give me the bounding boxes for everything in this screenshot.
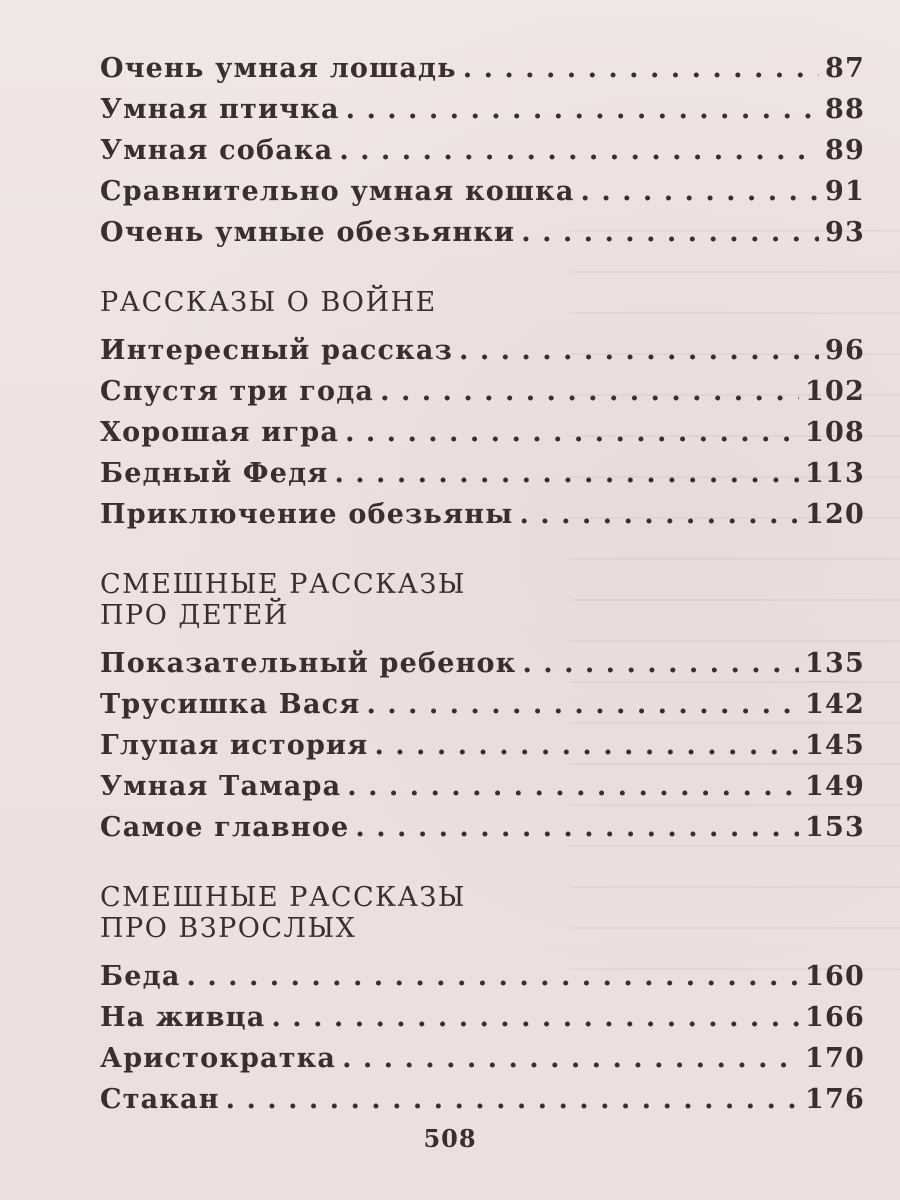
toc-entry [100, 412, 865, 453]
toc-entry [100, 997, 865, 1038]
dot-leader [272, 997, 800, 1038]
toc-entry [100, 1079, 865, 1120]
dot-leader [355, 807, 799, 848]
dot-leader [374, 725, 799, 766]
toc-entry [100, 766, 865, 807]
entry-page: 89 [825, 135, 865, 166]
section-heading [100, 287, 865, 318]
table-of-contents [100, 48, 865, 1120]
entry-page: 153 [805, 812, 865, 843]
entry-title: Показательный ребенок [100, 648, 517, 679]
entry-page: 170 [805, 1043, 865, 1074]
toc-entry [100, 725, 865, 766]
toc-entry [100, 330, 865, 371]
entry-title: Самое главное [100, 812, 350, 843]
entry-title: Интересный рассказ [100, 335, 454, 366]
section-heading-line: СМЕШНЫЕ РАССКАЗЫ [100, 882, 466, 913]
entry-title: Аристократка [100, 1043, 337, 1074]
entry-page: 88 [825, 94, 865, 125]
toc-section [100, 569, 865, 848]
dot-leader [581, 171, 820, 212]
entry-title: Трусишка Вася [100, 689, 361, 720]
dot-leader [187, 956, 799, 997]
entry-page: 166 [805, 1002, 865, 1033]
dot-leader [339, 130, 819, 171]
entry-title: Очень умные обезьянки [100, 217, 516, 248]
dot-leader [342, 1038, 799, 1079]
entry-page: 91 [825, 176, 865, 207]
toc-entry [100, 956, 865, 997]
entry-page: 96 [825, 335, 865, 366]
dot-leader [522, 643, 799, 684]
toc-entry [100, 212, 865, 253]
entry-title: На живца [100, 1002, 266, 1033]
dot-leader [366, 684, 799, 725]
entry-title: Умная собака [100, 135, 334, 166]
toc-entry [100, 130, 865, 171]
entry-page: 113 [805, 458, 865, 489]
toc-entry [100, 453, 865, 494]
toc-entry [100, 89, 865, 130]
section-heading [100, 882, 865, 944]
entry-title: Хорошая игра [100, 417, 340, 448]
dot-leader [459, 330, 819, 371]
section-heading-line: ПРО ВЗРОСЛЫХ [100, 913, 357, 944]
toc-entry [100, 494, 865, 535]
section-heading [100, 569, 865, 631]
entry-title: Спустя три года [100, 376, 375, 407]
entry-title: Очень умная лошадь [100, 53, 457, 84]
toc-entry [100, 643, 865, 684]
entry-page: 160 [805, 961, 865, 992]
toc-entry [100, 48, 865, 89]
toc-section [100, 882, 865, 1120]
page-number: 508 [423, 1124, 477, 1153]
dot-leader [346, 89, 819, 130]
entry-title: Сравнительно умная кошка [100, 176, 575, 207]
entry-title: Бедный Федя [100, 458, 329, 489]
dot-leader [521, 212, 819, 253]
dot-leader [463, 48, 819, 89]
toc-entry [100, 684, 865, 725]
toc-entry [100, 371, 865, 412]
section-heading-line: РАССКАЗЫ О ВОЙНЕ [100, 287, 437, 318]
entry-title: Беда [100, 961, 181, 992]
toc-section [100, 48, 865, 253]
entry-page: 120 [805, 499, 865, 530]
entry-page: 102 [805, 376, 865, 407]
toc-section [100, 287, 865, 535]
toc-entry [100, 171, 865, 212]
dot-leader [347, 766, 799, 807]
entry-title: Приключение обезьяны [100, 499, 514, 530]
toc-entry [100, 1038, 865, 1079]
entry-title: Стакан [100, 1084, 220, 1115]
entry-page: 145 [805, 730, 865, 761]
entry-page: 149 [805, 771, 865, 802]
entry-title: Умная Тамара [100, 771, 342, 802]
entry-page: 87 [825, 53, 865, 84]
dot-leader [334, 453, 799, 494]
entry-page: 176 [805, 1084, 865, 1115]
section-heading-line: СМЕШНЫЕ РАССКАЗЫ [100, 569, 466, 600]
toc-entry [100, 807, 865, 848]
dot-leader [380, 371, 799, 412]
entry-page: 108 [805, 417, 865, 448]
entry-title: Умная птичка [100, 94, 340, 125]
entry-page: 93 [825, 217, 865, 248]
entry-page: 142 [805, 689, 865, 720]
section-heading-line: ПРО ДЕТЕЙ [100, 600, 289, 631]
dot-leader [519, 494, 799, 535]
dot-leader [345, 412, 799, 453]
entry-page: 135 [805, 648, 865, 679]
dot-leader [226, 1079, 799, 1120]
entry-title: Глупая история [100, 730, 369, 761]
